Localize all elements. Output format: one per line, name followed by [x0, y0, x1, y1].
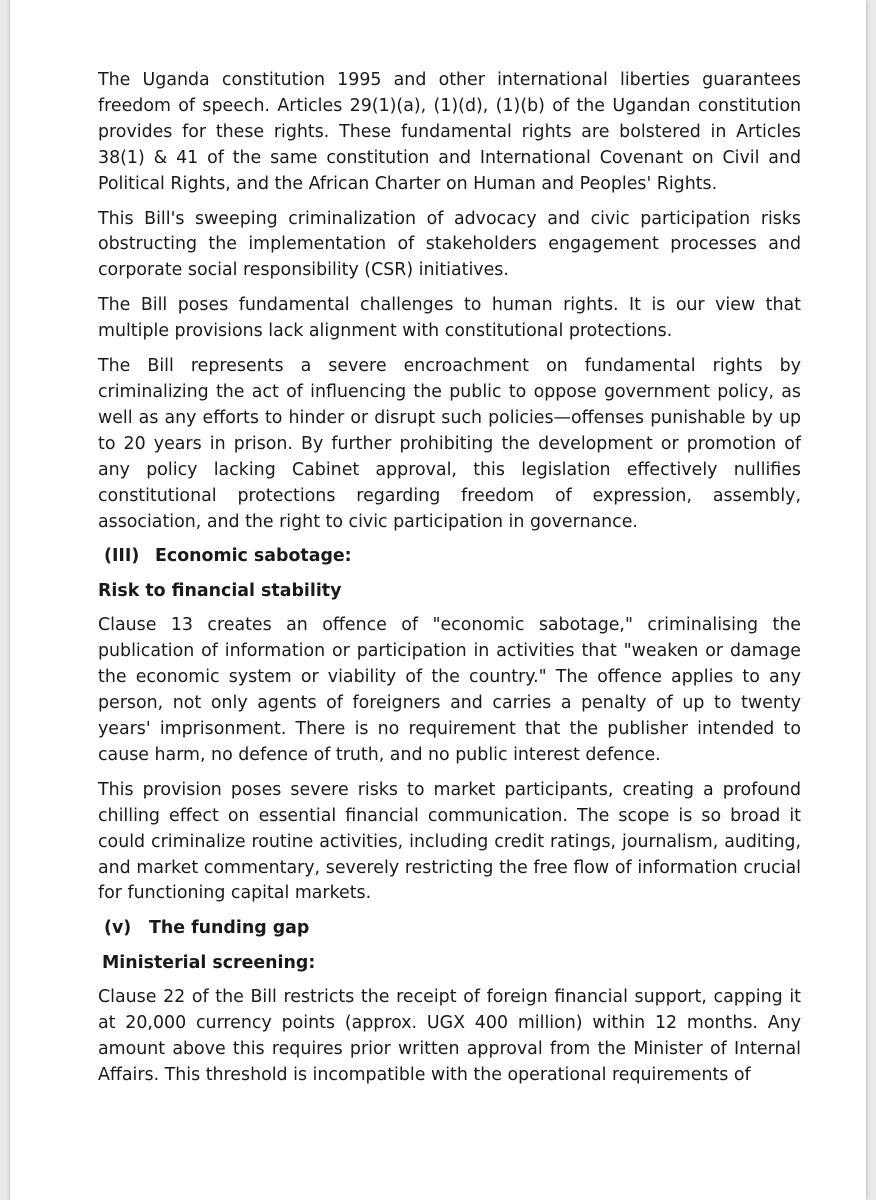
section-number: (III)	[104, 546, 140, 567]
section-heading-economic-sabotage	[104, 545, 801, 567]
section-number: (v)	[104, 918, 132, 939]
section-heading-funding-gap	[104, 917, 801, 939]
section-title: Economic sabotage:	[155, 546, 352, 567]
paragraph-clause-22: Clause 22 of the Bill restricts the receipt of foreign financial support, capping it at 20,000 currency points (approx. UGX 400 million) within 12 months. Any amount above this requires prior written approval from the Minister of Internal Affairs. This threshold is incompatible with the operational requirements of	[98, 987, 801, 1086]
paragraph-civic-participation: This Bill's sweeping criminalization of advocacy and civic participation risks obstructing the implementation of stakeholders engagement processes and corporate social responsibility (CSR) initiatives.	[98, 208, 801, 281]
document-page	[10, 0, 866, 1200]
paragraph-market-risks: This provision poses severe risks to market participants, creating a profound chilling effect on essential financial communication. The scope is so broad it could criminalize routine activities, including credit ratings, journalism, auditing, and market commentary, severely restricting the free flow of information crucial for functioning capital markets.	[98, 779, 801, 904]
paragraph-human-rights: The Bill poses fundamental challenges to human rights. It is our view that multiple provisions lack alignment with constitutional protections.	[98, 295, 801, 342]
subheading-financial-stability: Risk to financial stability	[98, 581, 342, 602]
paragraph-clause-13: Clause 13 creates an offence of "economic sabotage," criminalising the publication of information or participation in activities that "weaken or damage the economic system or viability of the country." The offence applies to any person, not only agents of foreigners and carries a penalty of up to twenty years' imprisonment. There is no requirement that the publisher intended to cause harm, no defence of truth, and no public interest defence.	[98, 615, 801, 765]
document-body	[98, 68, 801, 1098]
paragraph-constitution: The Uganda constitution 1995 and other international liberties guarantees freedom of speech. Articles 29(1)(a), (1)(d), (1)(b) of the Ugandan constitution provides for these rights. These fundamental rights are bolstered in Articles 38(1) & 41 of the same constitution and International Covenant on Civil and Political Rights, and the African Charter on Human and Peoples' Rights.	[98, 70, 801, 194]
subheading-ministerial-screening: Ministerial screening:	[102, 953, 316, 974]
section-title: The funding gap	[149, 918, 310, 939]
paragraph-encroachment: The Bill represents a severe encroachment on fundamental rights by criminalizing the act of influencing the public to oppose government policy, as well as any efforts to hinder or disrupt such policies—offenses punishable by up to 20 years in prison. By further prohibiting the development or promotion of any policy lacking Cabinet approval, this legislation effectively nullifies constitutional protections regarding freedom of expression, assembly, association, and the right to civic participation in governance.	[98, 356, 801, 532]
